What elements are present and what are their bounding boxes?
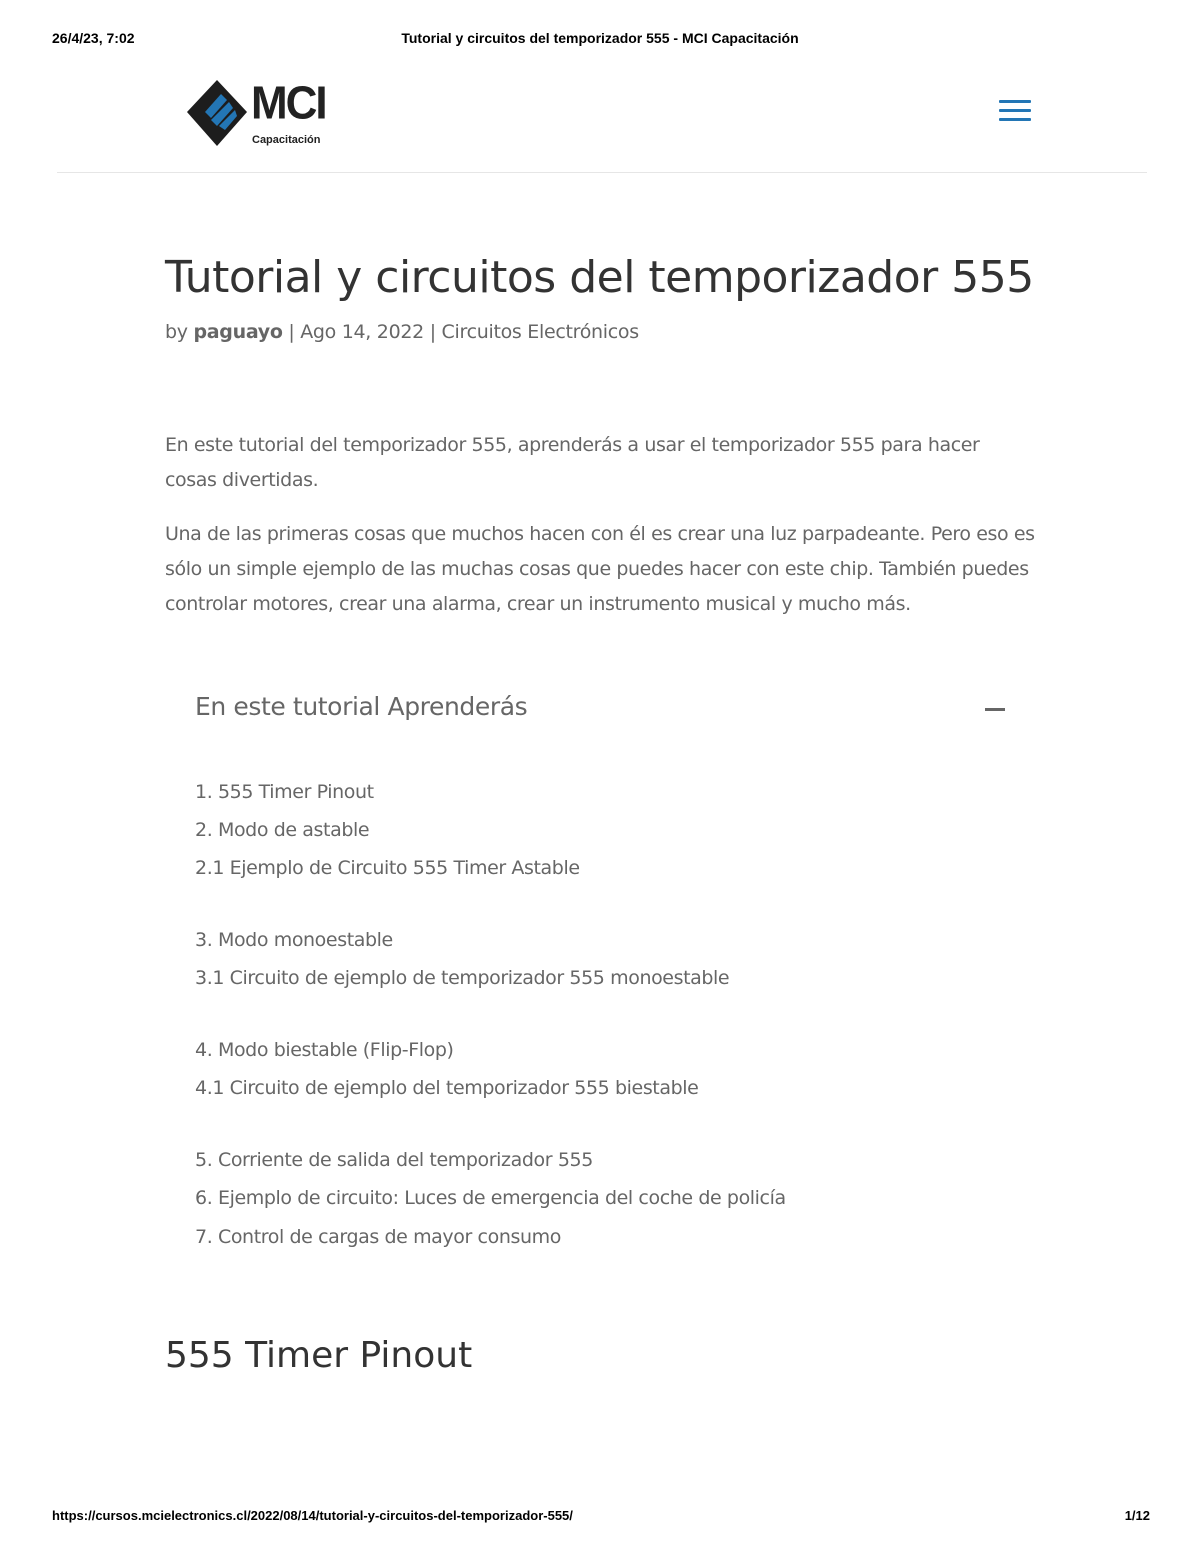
- toggle-title[interactable]: En este tutorial Aprenderás: [195, 692, 528, 721]
- print-date: 26/4/23, 7:02: [52, 30, 135, 46]
- print-footer: [0, 1508, 1200, 1528]
- print-url: https://cursos.mcielectronics.cl/2022/08/14/tutorial-y-circuitos-del-temporizador-555/: [52, 1508, 573, 1523]
- toc-item[interactable]: 7. Control de cargas de mayor consumo: [195, 1226, 561, 1248]
- toc-item[interactable]: 1. 555 Timer Pinout: [195, 781, 374, 803]
- toc-item[interactable]: 5. Corriente de salida del temporizador 555: [195, 1149, 593, 1171]
- meta-separator: |: [429, 321, 436, 343]
- post-meta: [165, 321, 639, 343]
- section-heading: 555 Timer Pinout: [165, 1335, 473, 1376]
- toc-item[interactable]: 6. Ejemplo de circuito: Luces de emergencia del coche de policía: [195, 1187, 786, 1209]
- category-link[interactable]: Circuitos Electrónicos: [441, 321, 639, 343]
- toc-item[interactable]: 3. Modo monoestable: [195, 929, 393, 951]
- menu-icon[interactable]: [999, 100, 1031, 124]
- toc-item[interactable]: 2.1 Ejemplo de Circuito 555 Timer Astable: [195, 857, 580, 879]
- print-page-number: 1/12: [1124, 1508, 1150, 1523]
- print-header: [0, 30, 1200, 50]
- site-header: [57, 72, 1147, 173]
- toc-item[interactable]: 2. Modo de astable: [195, 819, 370, 841]
- intro-paragraph: En este tutorial del temporizador 555, aprenderás a usar el temporizador 555 para hacer cosas divertidas.: [165, 434, 980, 491]
- toc-item[interactable]: 3.1 Circuito de ejemplo de temporizador 555 monoestable: [195, 967, 730, 989]
- post-title: Tutorial y circuitos del temporizador 555: [165, 252, 1034, 303]
- toc-item[interactable]: 4.1 Circuito de ejemplo del temporizador 555 biestable: [195, 1077, 699, 1099]
- mci-logo-icon: [185, 78, 249, 148]
- site-logo[interactable]: [185, 78, 335, 148]
- logo-subtitle: Capacitación: [252, 134, 321, 146]
- post-date: Ago 14, 2022: [300, 321, 424, 343]
- body-paragraph: Una de las primeras cosas que muchos hacen con él es crear una luz parpadeante. Pero eso es sólo un simple ejemplo de las muchas cosas que puedes hacer con este chip. También puedes controlar motores, crear una alarma, crear un instrumento musical y mucho más.: [165, 523, 1035, 615]
- meta-by: by: [165, 321, 188, 343]
- print-page-title: Tutorial y circuitos del temporizador 555 - MCI Capacitación: [401, 30, 799, 46]
- author-link[interactable]: paguayo: [193, 321, 283, 343]
- logo-text: MCI: [251, 77, 326, 130]
- meta-separator: |: [288, 321, 295, 343]
- collapse-icon[interactable]: [985, 708, 1005, 711]
- toc-item[interactable]: 4. Modo biestable (Flip-Flop): [195, 1039, 454, 1061]
